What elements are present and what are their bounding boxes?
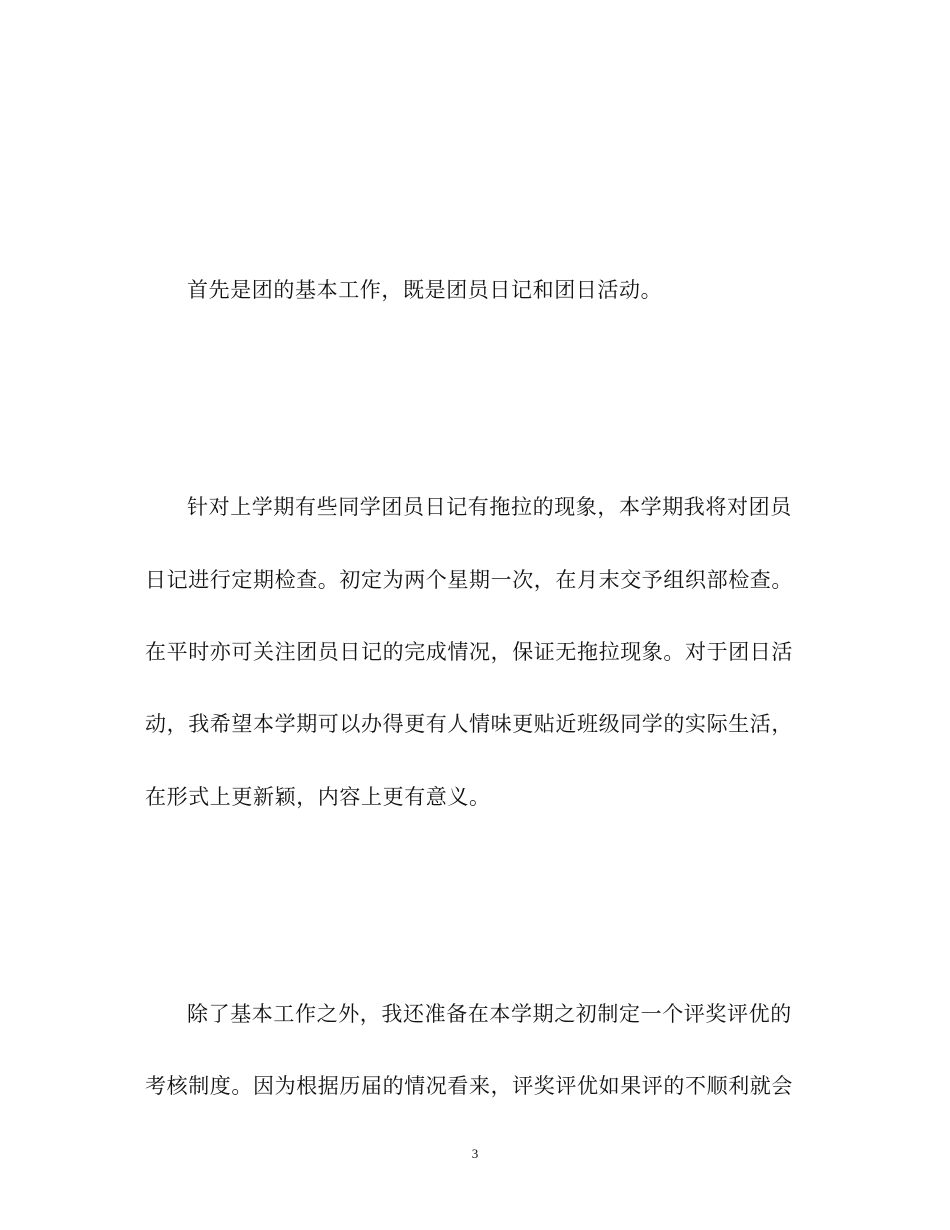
paragraph-2-line-3: 在平时亦可关注团员日记的完成情况，保证无拖拉现象。对于团日活 [145,640,793,664]
page-number: 3 [471,1146,479,1161]
paragraph-2-line-5: 在形式上更新颖，内容上更有意义。 [145,785,491,809]
paragraph-2-line-2: 日记进行定期检查。初定为两个星期一次，在月末交予组织部检查。 [145,568,793,592]
paragraph-1-line-1: 首先是团的基本工作，既是团员日记和团日活动。 [187,278,663,302]
paragraph-2-line-4: 动，我希望本学期可以办得更有人情味更贴近班级同学的实际生活， [145,712,793,736]
paragraph-3-line-2: 考核制度。因为根据历届的情况看来，评奖评优如果评的不顺利就会 [145,1074,793,1098]
paragraph-2-line-1: 针对上学期有些同学团员日记有拖拉的现象，本学期我将对团员 [187,495,792,519]
paragraph-3-line-1: 除了基本工作之外，我还准备在本学期之初制定一个评奖评优的 [187,1002,792,1026]
